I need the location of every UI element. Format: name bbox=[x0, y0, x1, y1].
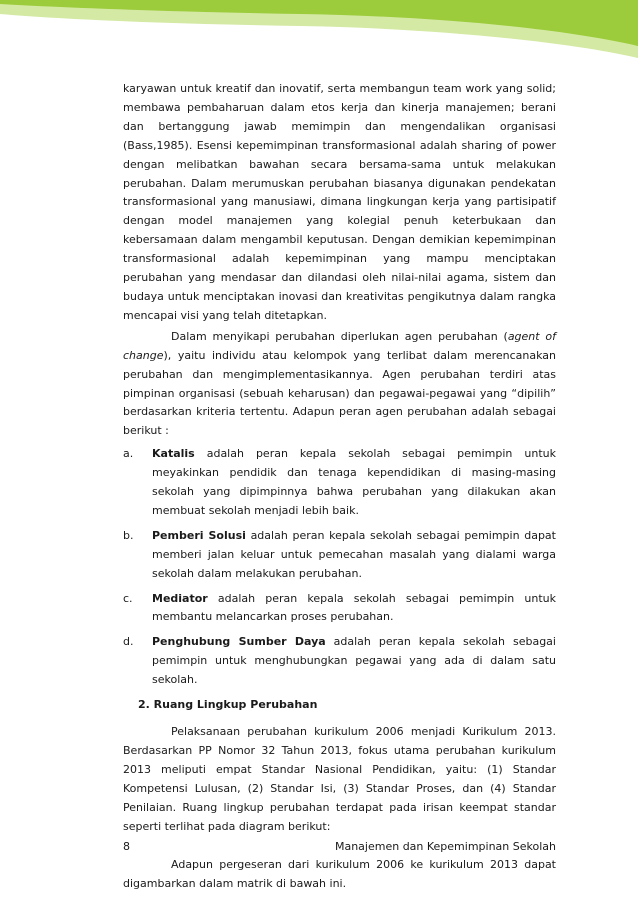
role-desc: adalah peran kepala sekolah sebagai pemimpin untuk membantu melancarkan proses perubahan. bbox=[152, 591, 556, 624]
role-desc: adalah peran kepala sekolah sebagai pemimpin untuk meyakinkan pendidik dan tenaga kependidikan di masing-masing sekolah yang dipimpinnya bahwa perubahan yang dilakukan akan membuat sekolah menjadi lebih baik. bbox=[152, 447, 556, 517]
role-term: Pemberi Solusi bbox=[152, 528, 246, 542]
list-marker: b. bbox=[123, 528, 134, 542]
list-item bbox=[123, 590, 556, 628]
list-item bbox=[123, 633, 556, 690]
roles-list bbox=[123, 445, 556, 690]
paragraph-change-agent bbox=[123, 328, 556, 441]
paragraph-closing: Adapun pergeseran dari kurikulum 2006 ke kurikulum 2013 dapat digambarkan dalam matrik di bawah ini. bbox=[123, 858, 556, 891]
top-decorative-wave bbox=[0, 0, 638, 70]
italic-term: agent of change bbox=[123, 329, 556, 362]
role-desc: adalah peran kepala sekolah sebagai pemimpin untuk menghubungkan pegawai yang ada di dalam satu sekolah. bbox=[152, 635, 556, 687]
paragraph-scope: Pelaksanaan perubahan kurikulum 2006 menjadi Kurikulum 2013. Berdasarkan PP Nomor 32 Tahun 2013, fokus utama perubahan kurikulum 2013 meliputi empat Standar Nasional Pendidikan, yaitu: (1) Standar Kompetensi Lulusan, (2) Standar Isi, (3) Standar Proses, dan (4) Standar Penilaian. Ruang lingkup perubahan terdapat pada irisan keempat standar seperti terlihat pada diagram berikut: bbox=[123, 725, 556, 833]
list-marker: c. bbox=[123, 591, 133, 605]
book-title: Manajemen dan Kepemimpinan Sekolah bbox=[334, 840, 556, 853]
list-item bbox=[123, 445, 556, 521]
role-desc: adalah peran kepala sekolah sebagai pemimpin dapat memberi jalan keluar untuk pemecahan masalah yang dialami warga sekolah dalam melakukan perubahan. bbox=[152, 528, 556, 580]
list-marker: d. bbox=[123, 635, 134, 649]
role-term: Mediator bbox=[152, 591, 208, 605]
list-marker: a. bbox=[123, 447, 134, 461]
paragraph-leadership: karyawan untuk kreatif dan inovatif, serta membangun team work yang solid; membawa pembaharuan dalam etos kerja dan kinerja manajemen; berani dan bertanggung jawab memimpin dan mengendalikan organisasi (Bass,1985). Esensi kepemimpinan transformasional adalah sharing of power dengan melibatkan bawahan secara bersama-sama untuk melakukan perubahan. Dalam merumuskan perubahan biasanya digunakan pendekatan transformasional yang manusiawi, dimana lingkungan kerja yang partisipatif dengan model manajemen yang kolegial penuh keterbukaan dan kebersamaan dalam mengambil keputusan. Dengan demikian kepemimpinan transformasional adalah kepemimpinan yang mampu menciptakan perubahan yang mendasar dan dilandasi oleh nilai-nilai agama, sistem dan budaya untuk menciptakan inovasi dan kreativitas pengikutnya dalam rangka mencapai visi yang telah ditetapkan. bbox=[123, 82, 556, 322]
page-content bbox=[0, 80, 638, 894]
text-part: ), yaitu individu atau kelompok yang terlibat dalam merencanakan perubahan dan mengimplementasikannya. Agen perubahan terdiri atas pimpinan organisasi (sebuah keharusan) dan pegawai-pegawai yang “dipilih” berdasarkan kriteria tertentu. Adapun peran agen perubahan adalah sebagai berikut : bbox=[123, 348, 556, 438]
page-number: 8 bbox=[123, 840, 130, 853]
list-item bbox=[123, 527, 556, 584]
role-term: Katalis bbox=[152, 447, 195, 461]
page-footer bbox=[0, 840, 638, 860]
role-term: Penghubung Sumber Daya bbox=[152, 635, 326, 649]
text-part: Dalam menyikapi perubahan diperlukan agen perubahan ( bbox=[171, 329, 508, 343]
section-heading: 2. Ruang Lingkup Perubahan bbox=[138, 698, 318, 712]
